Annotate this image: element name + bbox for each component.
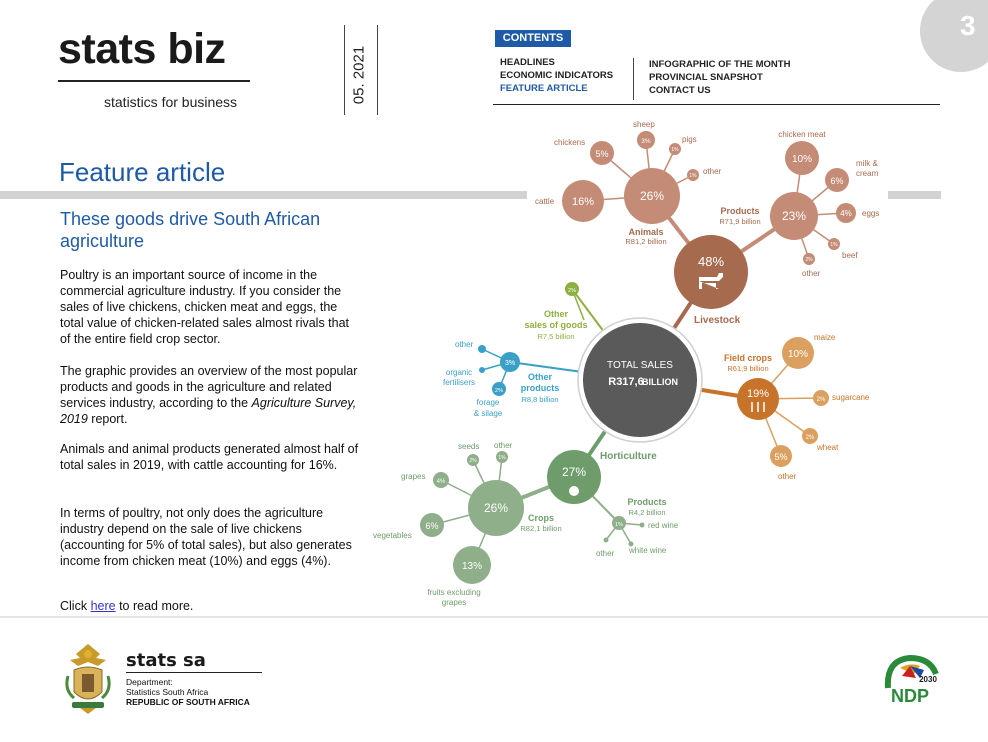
animal-products-label: Products — [720, 206, 760, 216]
svg-text:10%: 10% — [787, 349, 809, 360]
nav-link-contact-us[interactable]: CONTACT US — [649, 85, 711, 96]
svg-text:2%: 2% — [805, 435, 815, 441]
svg-text:pigs: pigs — [682, 135, 697, 144]
svg-text:R71,9 billion: R71,9 billion — [719, 217, 761, 226]
svg-text:other: other — [703, 167, 722, 176]
svg-text:sugarcane: sugarcane — [832, 393, 870, 402]
svg-text:beef: beef — [842, 251, 858, 260]
nav-link-feature-article[interactable]: FEATURE ARTICLE — [500, 83, 588, 94]
svg-text:chicken meat: chicken meat — [778, 130, 826, 139]
read-more-link[interactable]: here — [90, 599, 116, 613]
svg-text:16%: 16% — [571, 196, 595, 208]
svg-text:sales of goods: sales of goods — [524, 320, 588, 330]
field-crops-label: Field crops — [723, 353, 773, 363]
svg-text:milk &: milk & — [856, 159, 878, 168]
svg-text:& silage: & silage — [473, 409, 503, 418]
svg-text:other: other — [494, 441, 513, 450]
paragraph-5: Click here to read more. — [60, 599, 194, 613]
animals-pct: 26% — [639, 189, 665, 203]
animals-value: R81,2 billion — [625, 237, 667, 246]
svg-text:forage: forage — [476, 398, 500, 407]
svg-text:sheep: sheep — [633, 120, 655, 129]
footer-rule — [0, 616, 988, 618]
svg-text:other: other — [596, 549, 615, 558]
red-wine-dot — [640, 523, 645, 528]
svg-text:fertilisers: fertilisers — [442, 378, 476, 387]
livestock-pct: 48% — [697, 254, 725, 269]
issue-date: 05. 2021 — [350, 45, 368, 105]
stats-sa-logo-text: stats sa — [126, 650, 206, 671]
svg-text:2030: 2030 — [919, 675, 937, 684]
svg-text:chickens: chickens — [554, 138, 586, 147]
horti-other-dot — [604, 538, 609, 543]
nav-link-provincial-snapshot[interactable]: PROVINCIAL SNAPSHOT — [649, 72, 763, 83]
svg-text:6%: 6% — [830, 176, 844, 186]
department-text: Department: Statistics South Africa REPUBLIC OF SOUTH AFRICA — [126, 677, 250, 707]
svg-text:NDP: NDP — [890, 686, 930, 704]
svg-text:2%: 2% — [816, 397, 826, 403]
svg-text:4%: 4% — [840, 209, 852, 218]
ndp-2030-logo — [880, 654, 940, 704]
nav-link-economic-indicators[interactable]: ECONOMIC INDICATORS — [500, 70, 614, 81]
svg-text:products: products — [520, 383, 560, 393]
total-sales-value: R317,6 — [608, 376, 644, 388]
paragraph-2: The graphic provides an overview of the most popular products and goods in the agriculture and related services industry, according to the Agriculture Survey, 2019 report. — [60, 364, 358, 426]
horti-products-label: Products — [627, 497, 667, 507]
horticulture-label: Horticulture — [600, 451, 657, 462]
svg-text:R82,1 billion: R82,1 billion — [520, 524, 562, 533]
fertilisers-dot — [479, 367, 485, 373]
total-sales-unit: BILLION — [642, 377, 678, 387]
total-sales-label: TOTAL SALES — [607, 360, 673, 371]
svg-text:cream: cream — [856, 169, 879, 178]
svg-text:2%: 2% — [805, 257, 813, 263]
svg-text:4%: 4% — [436, 479, 446, 485]
svg-text:other: other — [802, 269, 821, 278]
svg-text:6%: 6% — [425, 521, 439, 531]
svg-text:R7,5 billion: R7,5 billion — [537, 332, 575, 341]
contents-badge: CONTENTS — [495, 30, 571, 47]
article-headline: These goods drive South African agriculture — [60, 209, 321, 251]
svg-text:grapes: grapes — [401, 472, 426, 481]
other-goods-label: Other — [543, 309, 569, 319]
svg-text:1%: 1% — [498, 455, 506, 461]
svg-text:seeds: seeds — [458, 442, 480, 451]
other-products-other-dot — [478, 345, 486, 353]
svg-text:organic: organic — [445, 368, 473, 377]
animals-label: Animals — [628, 227, 664, 237]
svg-text:1%: 1% — [615, 522, 623, 528]
svg-text:white wine: white wine — [629, 546, 667, 555]
svg-text:23%: 23% — [781, 209, 807, 223]
other-products-label: Other — [527, 372, 553, 382]
apple-icon — [569, 486, 579, 496]
svg-text:5%: 5% — [595, 149, 609, 159]
page-number-badge: 3 — [920, 0, 988, 72]
nav-link-infographic[interactable]: INFOGRAPHIC OF THE MONTH — [649, 59, 791, 70]
coat-of-arms-logo — [60, 640, 116, 716]
svg-text:R4,2 billion: R4,2 billion — [628, 508, 666, 517]
paragraph-1: Poultry is an important source of income in the commercial agriculture industry. If you consider the sales of live chickens, chicken meat and eggs, the total value of chicken-related sales almost rivals that of the entire field crop sector. — [60, 268, 350, 346]
svg-text:26%: 26% — [483, 501, 509, 515]
svg-text:1%: 1% — [830, 242, 838, 248]
svg-text:1%: 1% — [689, 173, 697, 179]
svg-text:vegetables: vegetables — [373, 531, 412, 540]
brand-title: stats biz — [58, 25, 226, 73]
svg-text:maize: maize — [814, 333, 836, 342]
nav-link-headlines[interactable]: HEADLINES — [500, 57, 555, 68]
crops-label: Crops — [527, 513, 555, 523]
svg-text:wheat: wheat — [817, 443, 839, 452]
stats-sa-underline — [126, 672, 262, 673]
svg-text:red wine: red wine — [648, 521, 679, 530]
svg-text:3%: 3% — [641, 138, 651, 145]
section-title: Feature article — [59, 157, 226, 187]
paragraph-4: In terms of poultry, not only does the agriculture industry depend on the sale of live chickens (accounting for 5% of total sales), but also generates income from chicken meat (10%) and eggs (4%). — [60, 506, 352, 568]
svg-text:other: other — [778, 472, 797, 481]
svg-text:1%: 1% — [671, 147, 679, 153]
brand-tagline: statistics for business — [104, 94, 238, 110]
svg-text:cattle: cattle — [535, 197, 555, 206]
paragraph-3: Animals and animal products generated almost half of total sales in 2019, with cattle accounting for 16%. — [60, 442, 359, 472]
svg-text:grapes: grapes — [441, 598, 467, 607]
svg-text:5%: 5% — [774, 452, 788, 462]
livestock-label: Livestock — [694, 315, 741, 326]
svg-text:19%: 19% — [746, 388, 770, 400]
livestock-circle — [674, 235, 748, 309]
svg-text:eggs: eggs — [862, 209, 880, 218]
svg-text:2%: 2% — [469, 458, 477, 464]
svg-text:R8,8 billion: R8,8 billion — [521, 395, 559, 404]
svg-text:3%: 3% — [504, 360, 516, 367]
svg-text:2%: 2% — [568, 288, 576, 294]
svg-text:fruits excluding: fruits excluding — [427, 588, 481, 597]
svg-text:27%: 27% — [561, 465, 587, 479]
svg-text:R61,9 billion: R61,9 billion — [727, 364, 769, 373]
svg-text:other: other — [455, 340, 474, 349]
svg-text:10%: 10% — [791, 154, 813, 165]
svg-text:13%: 13% — [461, 561, 483, 572]
svg-text:2%: 2% — [495, 388, 503, 394]
